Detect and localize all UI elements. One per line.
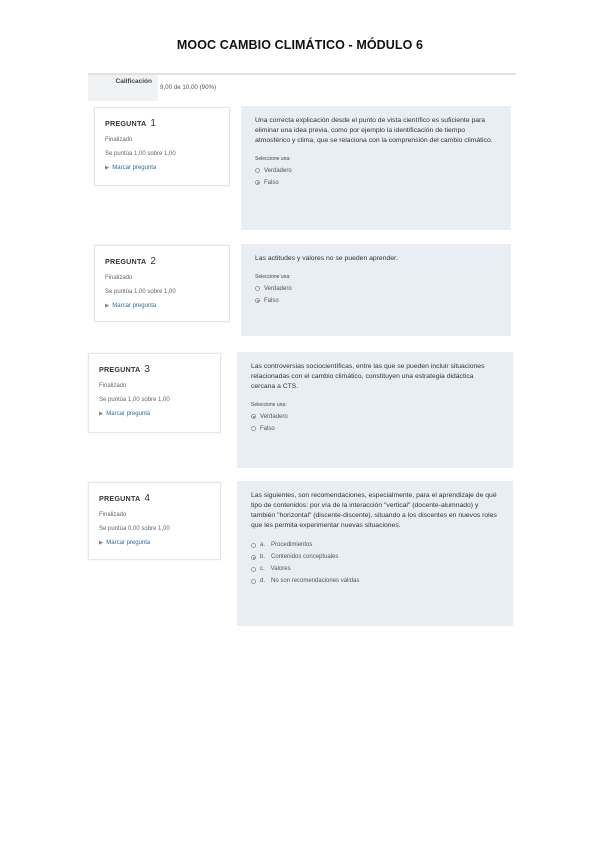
grade-summary [88,73,516,103]
radio-button[interactable] [251,579,256,584]
question-number: 2 [150,256,157,267]
option-letter: a. [260,542,266,549]
question-3-info [88,353,221,433]
answer-option-b[interactable] [251,554,499,560]
question-score: Se puntúa 1,00 sobre 1,00 [105,289,176,295]
select-label: Seleccione una: [255,155,291,162]
question-2-title [105,256,219,267]
answer-option-verdadero[interactable] [251,414,499,420]
flag-icon: ▶ [105,303,110,309]
question-score: Se puntúa 1,00 sobre 1,00 [105,151,176,157]
question-number: 3 [144,364,151,375]
flag-question-link[interactable] [105,165,219,171]
answer-option-a[interactable] [251,542,499,548]
flag-question-label: Marcar pregunta [112,303,157,309]
question-status: Finalizado [99,512,127,518]
question-4-info [88,482,221,560]
flag-question-link[interactable] [99,411,210,417]
radio-button[interactable] [255,298,260,303]
flag-question-label: Marcar pregunta [112,165,157,171]
answer-option-falso[interactable] [251,426,499,432]
question-1-info [94,107,230,186]
option-letter: c. [260,566,265,573]
answer-option-c[interactable] [251,566,499,572]
flag-icon: ▶ [99,540,104,546]
question-text: Las siguientes, son recomendaciones, especialmente, para el aprendizaje de qué tipo de contenidos: por vía de la interacción "vertical" (docente-alumnado) y también "horizontal" (discente-discente), situando a los discentes en nuevos roles que les permita experimentar nuevas situaciones. [251,492,497,529]
question-4-content [237,481,513,626]
flag-icon: ▶ [105,165,110,171]
flag-icon: ▶ [99,411,104,417]
document-title: MOOC CAMBIO CLIMÁTICO - MÓDULO 6 [176,38,424,52]
question-2-info [94,245,230,322]
grade-label: Calificación [88,75,158,101]
question-status: Finalizado [105,137,133,143]
grade-value: 9,00 de 10,00 (90%) [160,84,217,91]
option-label: Falso [260,425,275,432]
question-status: Finalizado [105,275,133,281]
radio-button[interactable] [255,286,260,291]
option-label: Verdadero [260,413,288,420]
answer-option-verdadero[interactable] [255,168,497,174]
option-label: Falso [264,179,279,186]
option-label: Contenidos conceptuales [271,554,339,561]
answer-option-d[interactable] [251,578,499,584]
flag-question-label: Marcar pregunta [106,411,151,417]
question-text: Una correcta explicación desde el punto de vista científico es suficiente para eliminar una idea previa, como por ejemplo la identificación de tiempo atmosférico y clima, que se relaciona con la comprensión del cambio climático. [255,117,493,144]
radio-button[interactable] [251,555,256,560]
option-label: Verdadero [264,285,292,292]
option-label: Valores [270,566,291,573]
question-number: 1 [150,118,157,129]
question-1-title [105,118,219,129]
question-2-content [241,244,511,336]
select-label: Seleccione una: [251,401,287,408]
option-label: Falso [264,297,279,304]
question-label: PREGUNTA [105,119,147,128]
question-4-title [99,493,210,504]
radio-button[interactable] [251,414,256,419]
radio-button[interactable] [251,543,256,548]
question-label: PREGUNTA [105,257,147,266]
option-letter: d. [260,578,266,585]
question-number: 4 [144,493,151,504]
question-status: Finalizado [99,383,127,389]
radio-button[interactable] [255,168,260,173]
option-letter: b. [260,554,266,561]
flag-question-link[interactable] [99,540,210,546]
question-3-content [237,352,513,468]
question-1-content [241,106,511,230]
option-label: Verdadero [264,167,292,174]
question-3-title [99,364,210,375]
question-label: PREGUNTA [99,365,141,374]
answer-option-falso[interactable] [255,298,497,304]
question-text: Las actitudes y valores no se pueden aprender. [255,255,398,262]
radio-button[interactable] [251,567,256,572]
select-label: Seleccione una: [255,273,291,280]
answer-option-falso[interactable] [255,180,497,186]
flag-question-label: Marcar pregunta [106,540,151,546]
question-score: Se puntúa 1,00 sobre 1,00 [99,397,170,403]
question-label: PREGUNTA [99,494,141,503]
option-label: No son recomendaciones válidas [271,578,360,585]
answer-option-verdadero[interactable] [255,286,497,292]
question-score: Se puntúa 0,00 sobre 1,00 [99,526,170,532]
flag-question-link[interactable] [105,303,219,309]
radio-button[interactable] [255,180,260,185]
radio-button[interactable] [251,426,256,431]
question-text: Las controversias sociocientíficas, entre las que se pueden incluir situaciones relacionadas con el cambio climático, constituyen una estrategia didáctica cercana a CTS. [251,363,485,390]
option-label: Procedimientos [271,542,313,549]
